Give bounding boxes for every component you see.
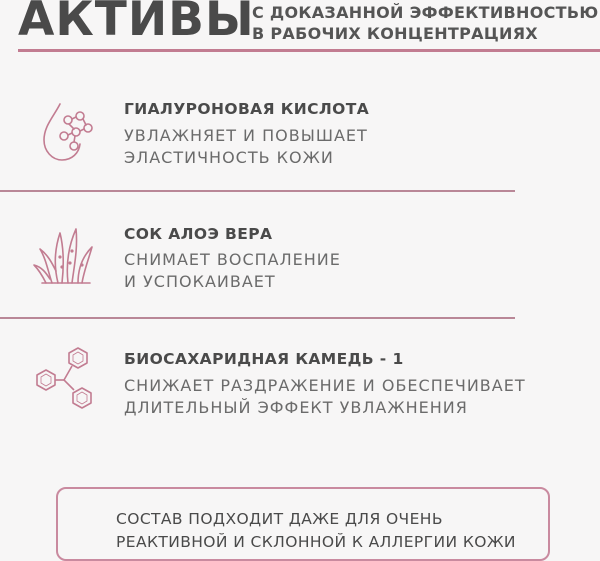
hexagon-molecule-icon — [32, 346, 100, 414]
header — [0, 0, 600, 60]
item-title: СОК АЛОЭ ВЕРА — [124, 225, 273, 243]
note-box — [56, 487, 550, 561]
item-desc-line-2: ЭЛАСТИЧНОСТЬ КОЖИ — [124, 148, 334, 167]
item-description — [124, 375, 526, 419]
subtitle-line-1: С ДОКАЗАННОЙ ЭФФЕКТИВНОСТЬЮ — [252, 3, 599, 22]
item-title: БИОСАХАРИДНАЯ КАМЕДЬ - 1 — [124, 350, 404, 368]
page-title: АКТИВЫ — [18, 0, 255, 47]
note-line-2: РЕАКТИВНОЙ И СКЛОННОЙ К АЛЛЕРГИИ КОЖИ — [116, 533, 516, 551]
item-desc-line-1: УВЛАЖНЯЕТ И ПОВЫШАЕТ — [124, 126, 368, 145]
divider — [0, 190, 515, 192]
note-text — [116, 508, 516, 554]
item-description — [124, 249, 341, 293]
page-subtitle — [252, 2, 598, 44]
divider — [0, 317, 515, 319]
item-description — [124, 125, 368, 169]
subtitle-line-2: В РАБОЧИХ КОНЦЕНТРАЦИЯХ — [252, 24, 538, 43]
item-desc-line-1: СНИЖАЕТ РАЗДРАЖЕНИЕ И ОБЕСПЕЧИВАЕТ — [124, 376, 526, 395]
aloe-icon — [32, 221, 100, 289]
note-line-1: СОСТАВ ПОДХОДИТ ДАЖЕ ДЛЯ ОЧЕНЬ — [116, 510, 443, 528]
item-desc-line-2: ДЛИТЕЛЬНЫЙ ЭФФЕКТ УВЛАЖНЕНИЯ — [124, 398, 468, 417]
molecule-drop-icon — [32, 98, 100, 166]
item-desc-line-2: И УСПОКАИВАЕТ — [124, 272, 276, 291]
item-desc-line-1: СНИМАЕТ ВОСПАЛЕНИЕ — [124, 250, 341, 269]
header-underline — [18, 49, 600, 52]
item-title: ГИАЛУРОНОВАЯ КИСЛОТА — [124, 100, 370, 118]
